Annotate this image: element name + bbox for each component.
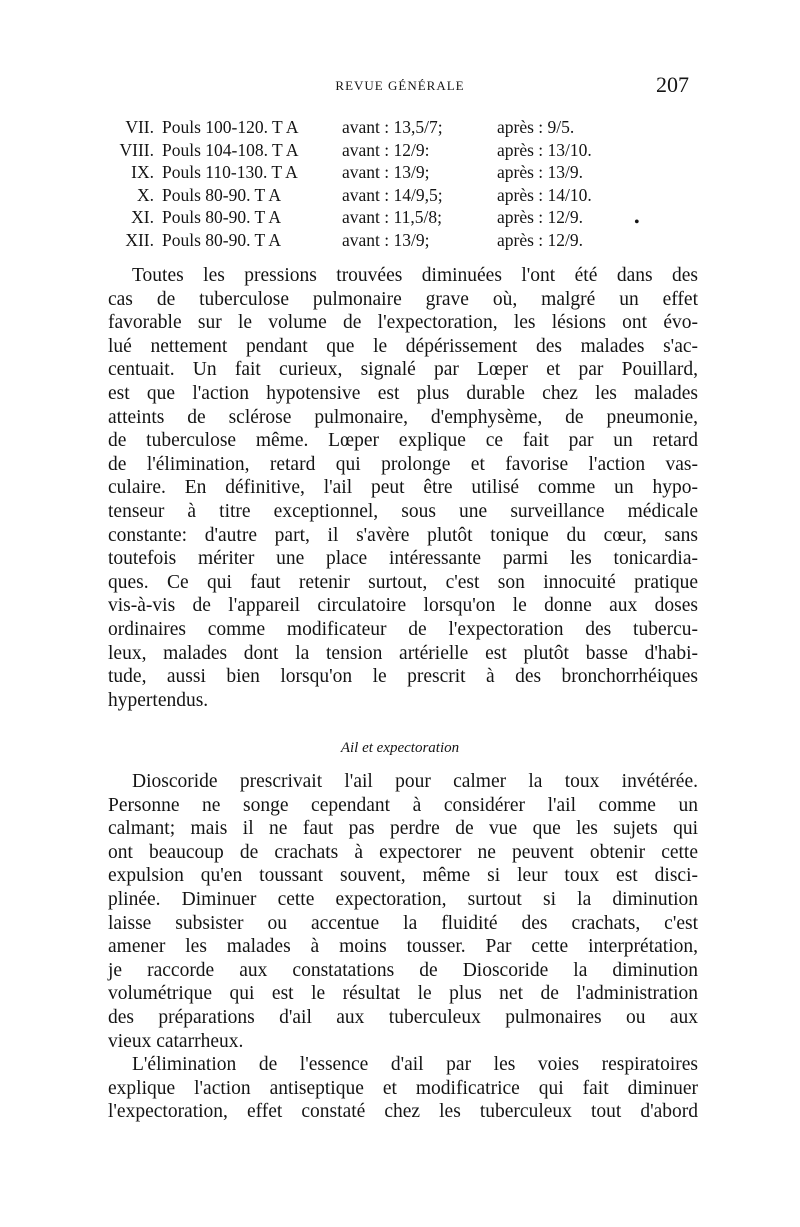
- paragraph-blood-pressure: [108, 264, 698, 712]
- section-heading: Ail et expectoration: [340, 740, 460, 756]
- table-row: [112, 162, 692, 185]
- text-line: Toutes les pressions trouvées diminuées l'ont été dans des: [132, 265, 698, 286]
- pressure-after-cell: après : 14/10.: [497, 184, 592, 205]
- case-number: IX.: [131, 162, 154, 182]
- table-row: [112, 207, 692, 230]
- text-line: expulsion qu'en toussant souvent, même si leur toux est disci-: [108, 865, 698, 887]
- pressure-before-cell: avant : 11,5/8;: [342, 207, 442, 227]
- text-line: L'élimination de l'essence d'ail par les voies respiratoires: [132, 1054, 698, 1075]
- pressure-before-cell: avant : 12/9:: [342, 139, 430, 160]
- case-number: VIII.: [119, 139, 154, 160]
- pulse-cell: Pouls 110-130. T A: [162, 162, 298, 182]
- text-line: de l'élimination, retard qui prolonge et favorise l'action vas-: [108, 453, 698, 475]
- text-line: je raccorde aux constatations de Dioscoride la diminution: [108, 959, 698, 981]
- text-line: constante: d'autre part, il s'avère plutôt tonique du cœur, sans: [108, 524, 698, 546]
- text-line: leux, malades dont la tension artérielle est plutôt basse d'habi-: [108, 642, 698, 664]
- pressure-before-cell: avant : 13,5/7;: [342, 117, 443, 137]
- text-line: des préparations d'ail aux tuberculeux pulmonaires ou aux: [108, 1006, 698, 1028]
- pulse-cell: Pouls 80-90. T A: [162, 207, 281, 227]
- ink-speck: •: [634, 214, 640, 231]
- text-line: explique l'action antiseptique et modificatrice qui fait diminuer: [108, 1077, 698, 1099]
- text-line: ques. Ce qui faut retenir surtout, c'est son innocuité pratique: [108, 571, 698, 593]
- text-line: culaire. En définitive, l'ail peut être utilisé comme un hypo-: [108, 477, 698, 499]
- running-title: REVUE GÉNÉRALE: [335, 78, 465, 93]
- table-row: [112, 117, 692, 140]
- text-line: toutefois mériter une place intéressante parmi les tonicardia-: [108, 548, 698, 570]
- pressure-before-cell: avant : 13/9;: [342, 162, 430, 182]
- pulse-cell: Pouls 104-108. T A: [162, 139, 299, 160]
- text-line: l'expectoration, effet constaté chez les tuberculeux tout d'abord: [108, 1101, 698, 1123]
- text-line: favorable sur le volume de l'expectoration, les lésions ont évo-: [108, 312, 698, 334]
- running-head: [0, 72, 800, 102]
- pulse-cell: Pouls 80-90. T A: [162, 229, 281, 250]
- pressure-after-cell: après : 13/9.: [497, 162, 584, 182]
- case-number: VII.: [125, 117, 154, 137]
- page-number: 207: [656, 72, 689, 97]
- table-row: [112, 185, 692, 208]
- pulse-cell: Pouls 80-90. T A: [162, 184, 281, 205]
- text-line: amener les malades à moins tousser. Par cette interprétation,: [108, 936, 698, 958]
- pressure-before-cell: avant : 14/9,5;: [342, 184, 443, 205]
- blood-pressure-table: [112, 117, 692, 252]
- text-line: cas de tuberculose pulmonaire grave où, malgré un effet: [108, 288, 698, 310]
- pressure-after-cell: après : 12/9.: [497, 207, 584, 227]
- case-number: XII.: [125, 229, 154, 250]
- case-number: X.: [136, 184, 154, 205]
- text-line: tenseur à titre exceptionnel, sous une surveillance médicale: [108, 500, 698, 522]
- text-line: plinée. Diminuer cette expectoration, surtout si la diminution: [108, 888, 698, 910]
- pressure-after-cell: après : 9/5.: [497, 117, 575, 137]
- text-line: Personne ne songe cependant à considérer l'ail comme un: [108, 794, 698, 816]
- text-line: Dioscoride prescrivait l'ail pour calmer la toux invétérée.: [132, 771, 698, 792]
- pressure-after-cell: après : 13/10.: [497, 139, 592, 160]
- text-line: centuait. Un fait curieux, signalé par Lœper et par Pouillard,: [108, 359, 698, 381]
- text-line: lué nettement pendant que le dépérissement des malades s'ac-: [108, 335, 698, 357]
- text-line: vis-à-vis de l'appareil circulatoire lorsqu'on le donne aux doses: [108, 595, 698, 617]
- text-line: de tuberculose même. Lœper explique ce fait par un retard: [108, 430, 698, 452]
- text-line: atteints de sclérose pulmonaire, d'emphysème, de pneumonie,: [108, 406, 698, 428]
- pressure-after-cell: après : 12/9.: [497, 229, 584, 250]
- text-line: est que l'action hypotensive est plus durable chez les malades: [108, 382, 698, 404]
- pressure-before-cell: avant : 13/9;: [342, 229, 430, 250]
- text-line: volumétrique qui est le résultat le plus net de l'administration: [108, 983, 698, 1005]
- text-line: laisse subsister ou accentue la fluidité des crachats, c'est: [108, 912, 698, 934]
- table-row: [112, 140, 692, 163]
- table-row: [112, 230, 692, 253]
- paragraph-elimination: [108, 1053, 698, 1124]
- text-line: ont beaucoup de crachats à expectorer ne peuvent obtenir cette: [108, 841, 698, 863]
- text-line: ordinaires comme modificateur de l'expectoration des tubercu-: [108, 618, 698, 640]
- pulse-cell: Pouls 100-120. T A: [162, 117, 299, 137]
- case-number: XI.: [131, 207, 154, 227]
- text-line: tude, aussi bien lorsqu'on le prescrit à des bronchorrhéiques: [108, 666, 698, 688]
- text-line: vieux catarrheux.: [108, 1030, 244, 1052]
- text-line: hypertendus.: [108, 689, 209, 711]
- text-line: calmant; mais il ne faut pas perdre de vue que les sujets qui: [108, 818, 698, 840]
- paragraph-dioscoride: [108, 770, 698, 1053]
